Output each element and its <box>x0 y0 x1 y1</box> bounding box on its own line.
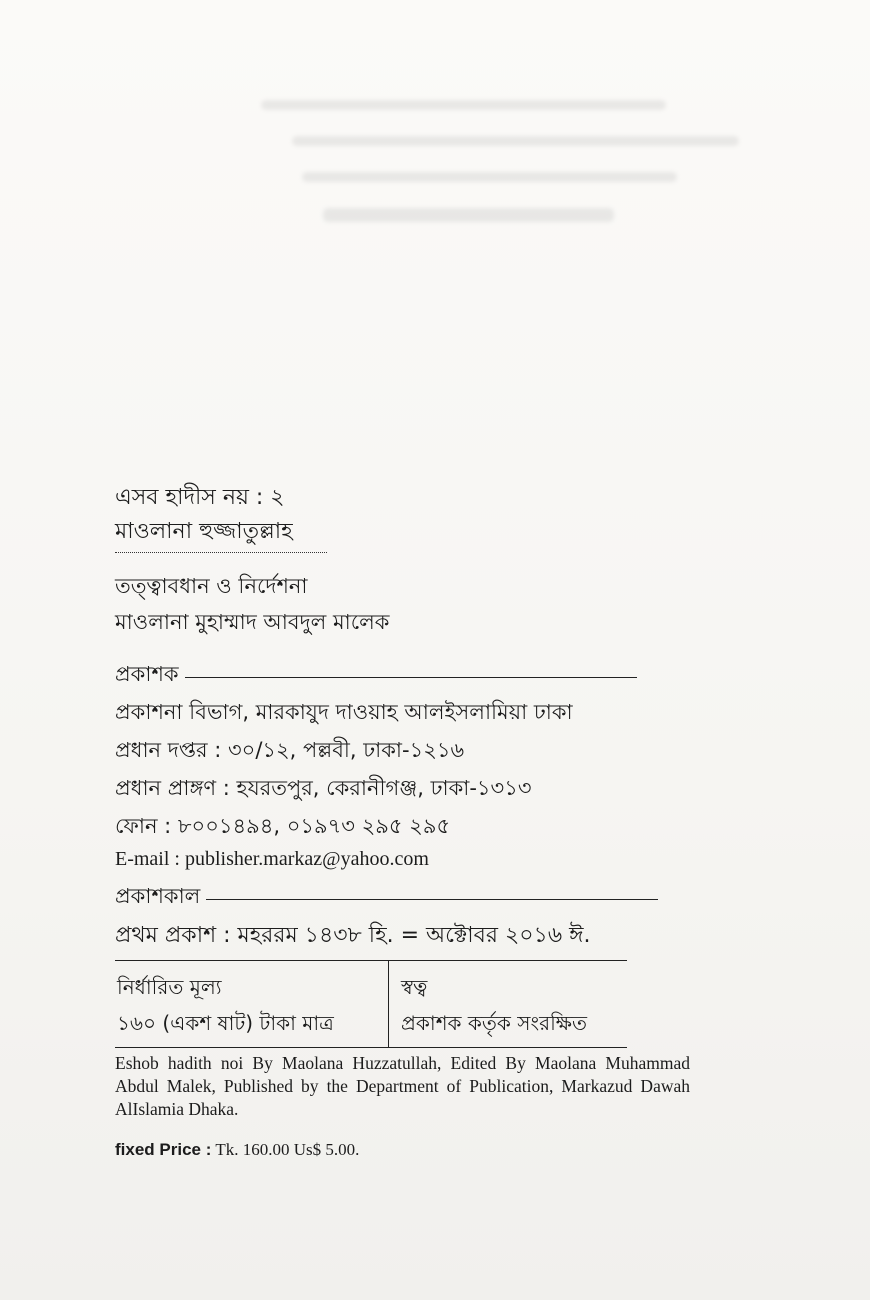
price-column <box>115 961 389 1047</box>
email-address: E-mail : publisher.markaz@yahoo.com <box>115 848 429 870</box>
author-name: মাওলানা হুজ্জাতুল্লাহ <box>115 519 293 544</box>
dotted-divider <box>115 552 327 553</box>
rights-column <box>389 961 593 1047</box>
rights-label: স্বত্ব <box>401 975 428 999</box>
fixed-price-label: fixed Price : <box>115 1140 212 1159</box>
phone-numbers: ফোন : ৮০০১৪৯৪, ০১৯৭৩ ২৯৫ ২৯৫ <box>115 814 451 838</box>
supervisor-name: মাওলানা মুহাম্মাদ আবদুল মালেক <box>115 610 390 634</box>
supervision-label: তত্ত্বাবধান ও নির্দেশনা <box>115 574 308 598</box>
price-rights-table <box>115 960 627 1048</box>
publisher-label: প্রকাশক <box>115 662 179 686</box>
price-value: ১৬০ (একশ ষাট) টাকা মাত্র <box>117 1011 334 1035</box>
publisher-rule <box>185 677 637 678</box>
book-title: এসব হাদীস নয় : ২ <box>115 485 285 510</box>
publication-rule <box>206 899 658 900</box>
publisher-department: প্রকাশনা বিভাগ, মারকাযুদ দাওয়াহ আলইসলামিয়া ঢাকা <box>115 700 573 724</box>
publication-section-heading <box>115 880 658 915</box>
head-office-address: প্রধান দপ্তর : ৩০/১২, পল্লবী, ঢাকা-১২১৬ <box>115 738 465 762</box>
publication-label: প্রকাশকাল <box>115 884 201 908</box>
price-label: নির্ধারিত মূল্য <box>117 975 222 999</box>
english-summary: Eshob hadith noi By Maolana Huzzatullah, Edited By Maolana Muhammad Abdul Malek, Published by the Department of Publication, Markazud Dawah AlIslamia Dhaka. <box>115 1053 690 1119</box>
campus-address: প্রধান প্রাঙ্গণ : হযরতপুর, কেরানীগঞ্জ, ঢাকা-১৩১৩ <box>115 776 532 800</box>
publisher-section-heading <box>115 658 637 693</box>
rights-value: প্রকাশক কর্তৃক সংরক্ষিত <box>401 1011 588 1035</box>
fixed-price-value: Tk. 160.00 Us$ 5.00. <box>211 1140 360 1159</box>
first-edition-date: প্রথম প্রকাশ : মহররম ১৪৩৮ হি. = অক্টোবর ২০১৬ ঈ. <box>115 923 591 948</box>
fixed-price-line <box>115 1140 359 1160</box>
bleed-through-text <box>240 100 760 300</box>
